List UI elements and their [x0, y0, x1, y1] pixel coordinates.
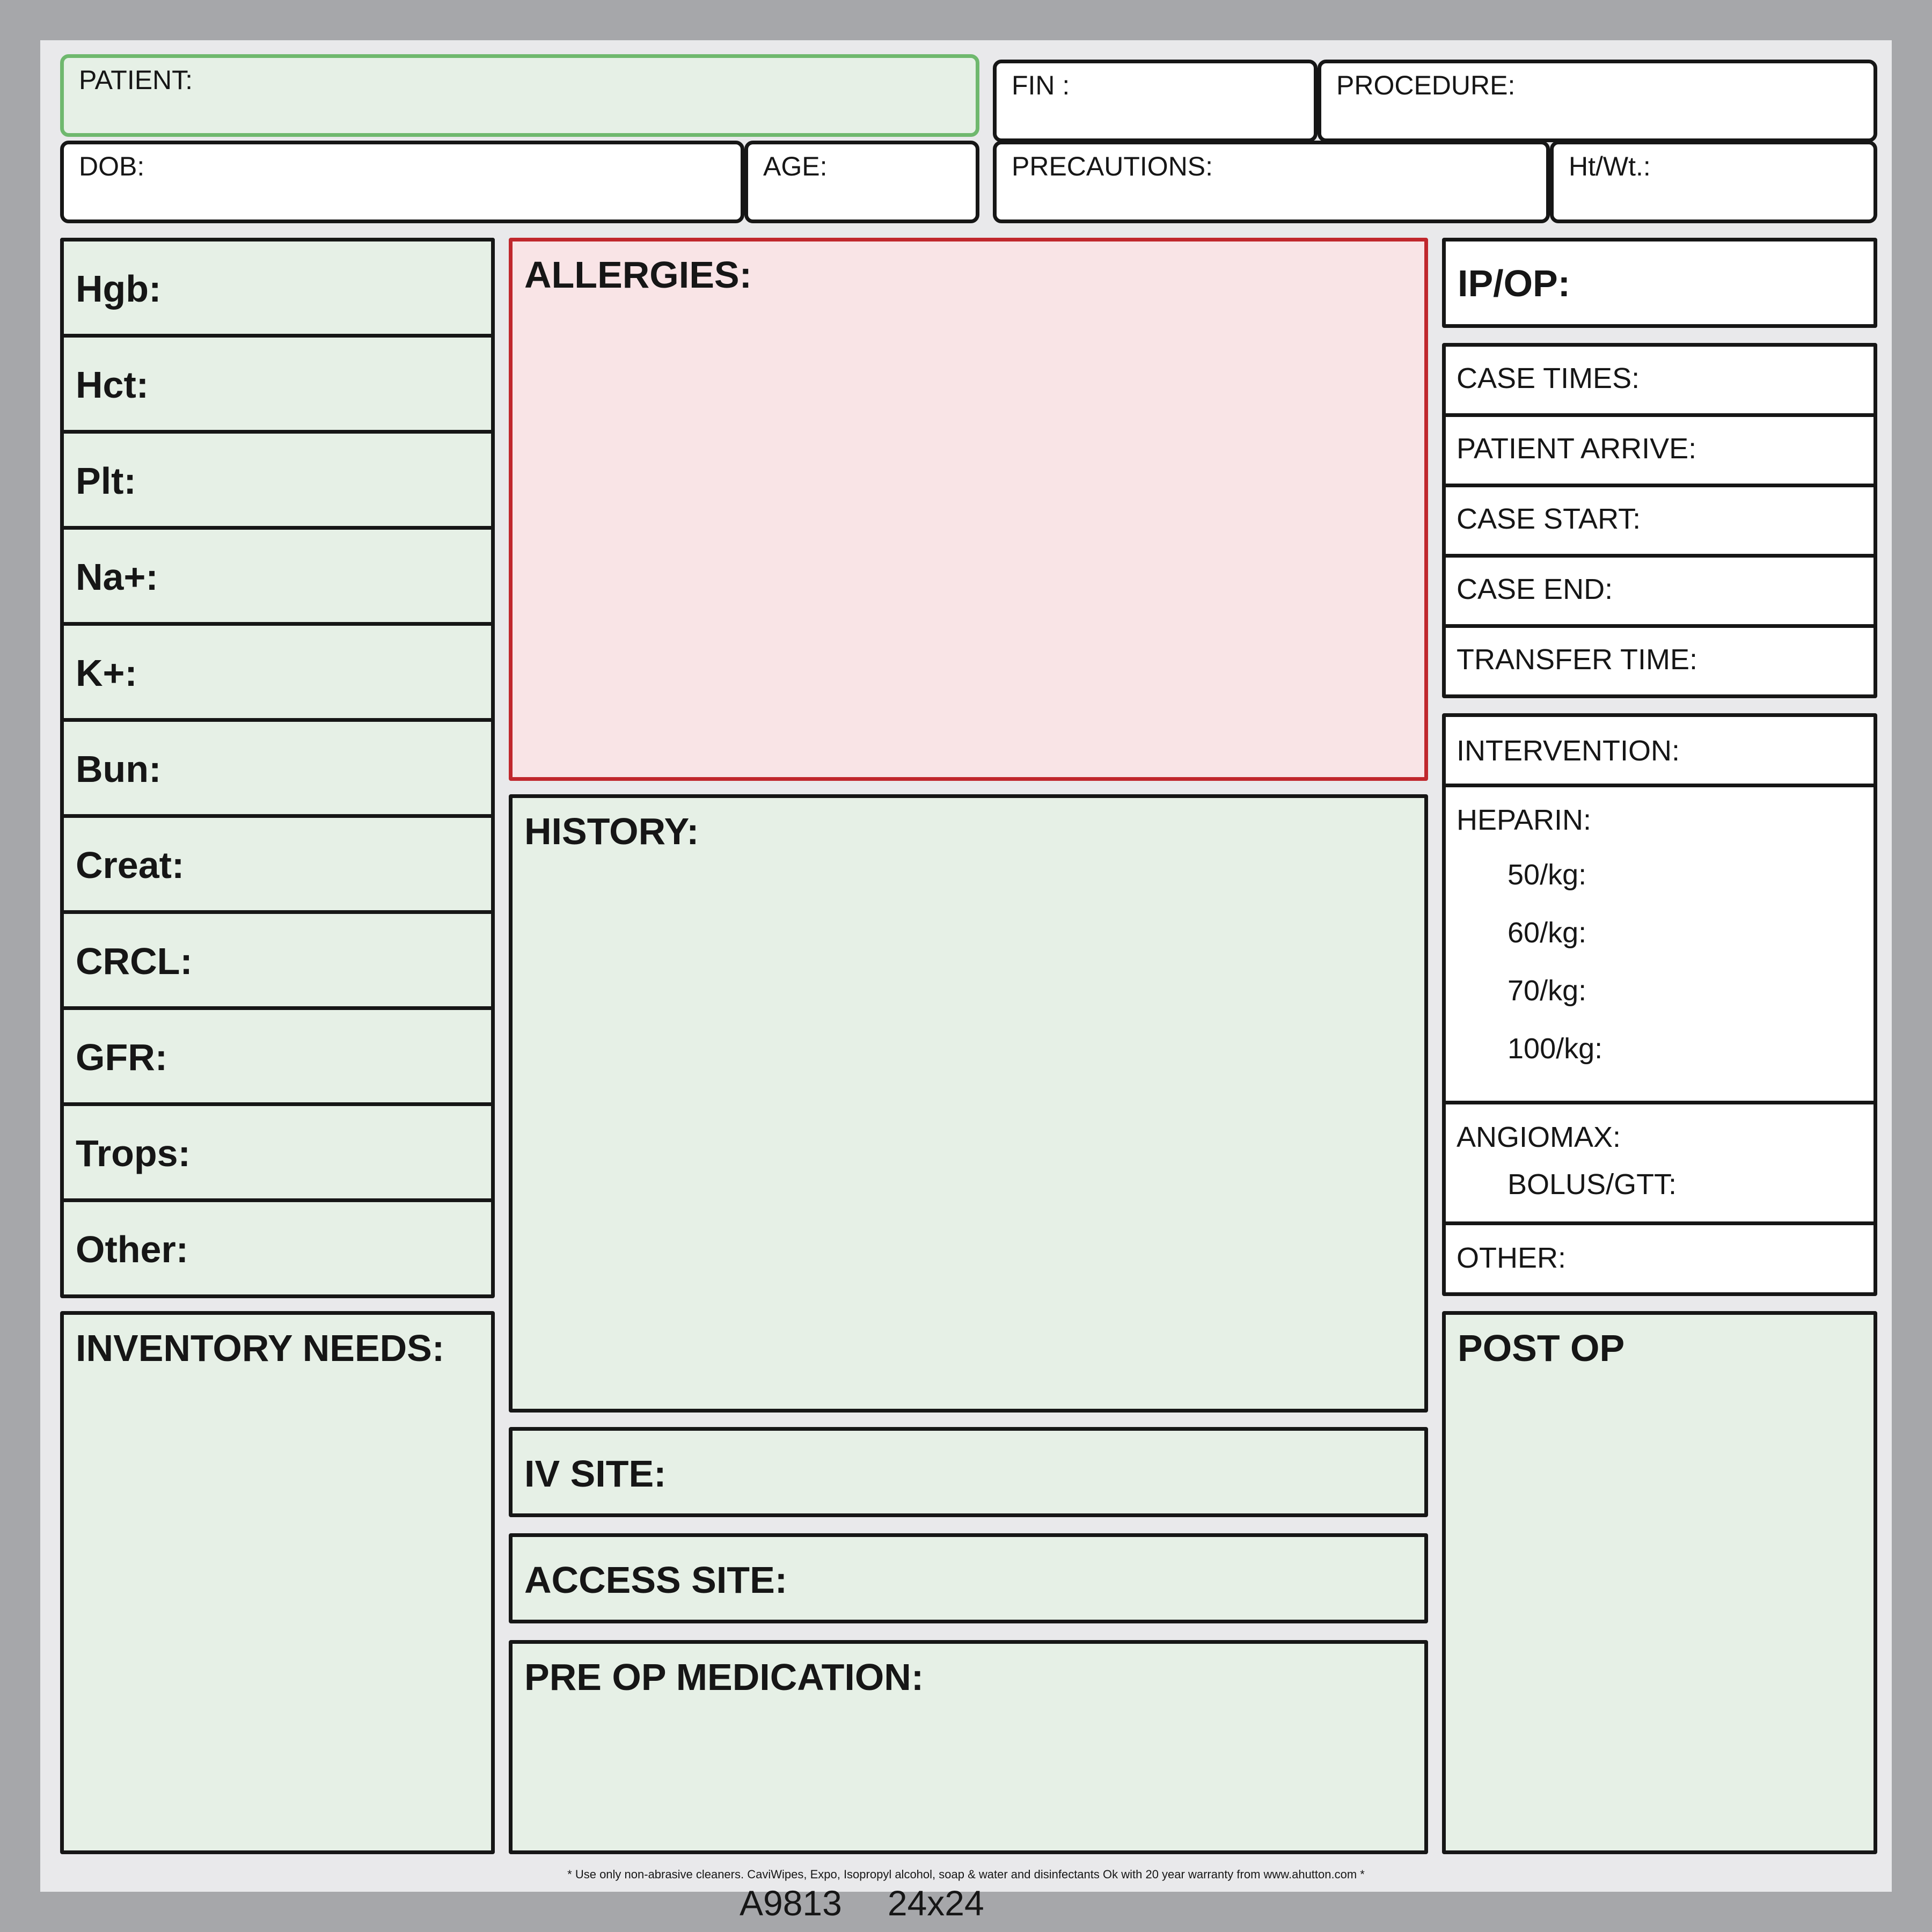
lab-label: CRCL: [76, 940, 193, 982]
angiomax-box[interactable] [1442, 1101, 1877, 1225]
intervention-label: INTERVENTION: [1457, 735, 1680, 767]
procedure-label: PROCEDURE: [1336, 70, 1516, 100]
lab-row[interactable] [60, 430, 495, 530]
access-site-box[interactable] [509, 1533, 1428, 1623]
lab-label: GFR: [76, 1036, 168, 1078]
lab-row[interactable] [60, 910, 495, 1010]
inventory-needs-label: INVENTORY NEEDS: [76, 1327, 445, 1369]
iv-site-box[interactable] [509, 1427, 1428, 1517]
other-row[interactable] [1442, 1221, 1877, 1296]
lab-label: Hgb: [76, 268, 162, 310]
lab-row[interactable] [60, 1102, 495, 1202]
ht-wt-field[interactable] [1550, 141, 1877, 223]
dob-field[interactable] [60, 141, 744, 223]
bolus-gtt-label: BOLUS/GTT: [1507, 1168, 1677, 1201]
case-end-label: CASE END: [1457, 573, 1613, 605]
lab-row[interactable] [60, 622, 495, 722]
precautions-label: PRECAUTIONS: [1012, 151, 1213, 181]
lab-row[interactable] [60, 1006, 495, 1106]
cleaning-footnote: * Use only non-abrasive cleaners. CaviWipes, Expo, Isopropyl alcohol, soap & water and disinfectants Ok with 20 year warranty from www.ahutton.com * [567, 1868, 1365, 1881]
transfer-time-row[interactable] [1442, 624, 1877, 698]
pre-op-medication-label: PRE OP MEDICATION: [524, 1656, 924, 1698]
lab-row[interactable] [60, 334, 495, 434]
procedure-field[interactable] [1318, 60, 1877, 142]
ht-wt-label: Ht/Wt.: [1569, 151, 1651, 181]
lab-label: Plt: [76, 460, 136, 502]
transfer-time-label: TRANSFER TIME: [1457, 643, 1698, 676]
allergies-label: ALLERGIES: [524, 254, 752, 296]
patient-field[interactable] [60, 54, 979, 137]
heparin-100-label: 100/kg: [1507, 1033, 1603, 1065]
lab-label: Na+: [76, 556, 158, 598]
case-times-label: CASE TIMES: [1457, 362, 1640, 394]
lab-label: K+: [76, 652, 137, 694]
patient-arrive-label: PATIENT ARRIVE: [1457, 433, 1697, 465]
other-label: OTHER: [1457, 1242, 1567, 1274]
lab-label: Hct: [76, 364, 149, 406]
lab-row[interactable] [60, 718, 495, 818]
heparin-50-label: 50/kg: [1507, 859, 1587, 891]
history-label: HISTORY: [524, 810, 699, 852]
lab-row[interactable] [60, 1198, 495, 1298]
angiomax-label: ANGIOMAX: [1457, 1121, 1621, 1153]
precautions-field[interactable] [993, 141, 1550, 223]
lab-row[interactable] [60, 814, 495, 914]
age-label: AGE: [763, 151, 828, 181]
patient-arrive-row[interactable] [1442, 413, 1877, 487]
intervention-row[interactable] [1442, 713, 1877, 787]
case-end-row[interactable] [1442, 554, 1877, 628]
allergies-box[interactable] [509, 238, 1428, 781]
dob-label: DOB: [79, 151, 145, 181]
case-start-label: CASE START: [1457, 503, 1641, 535]
access-site-label: ACCESS SITE: [524, 1559, 788, 1601]
whiteboard [40, 40, 1892, 1892]
lab-label: Bun: [76, 748, 162, 790]
lab-label: Other: [76, 1228, 188, 1270]
heparin-box[interactable] [1442, 784, 1877, 1104]
case-times-row[interactable] [1442, 343, 1877, 417]
case-start-row[interactable] [1442, 484, 1877, 558]
heparin-70-label: 70/kg: [1507, 975, 1587, 1007]
ip-op-label: IP/OP: [1458, 262, 1571, 304]
labs-panel [60, 238, 495, 1296]
age-field[interactable] [744, 141, 979, 223]
inventory-needs-box[interactable] [60, 1311, 495, 1854]
lab-row[interactable] [60, 526, 495, 626]
heparin-60-label: 60/kg: [1507, 917, 1587, 949]
heparin-label: HEPARIN: [1457, 804, 1592, 836]
product-code: A9813 24x24 [740, 1883, 984, 1923]
history-box[interactable] [509, 794, 1428, 1413]
lab-label: Creat: [76, 844, 185, 886]
lab-row[interactable] [60, 238, 495, 338]
ip-op-box[interactable] [1442, 238, 1877, 328]
post-op-label: POST OP [1458, 1327, 1625, 1369]
pre-op-medication-box[interactable] [509, 1640, 1428, 1854]
post-op-box[interactable] [1442, 1311, 1877, 1854]
patient-label: PATIENT: [79, 65, 193, 95]
fin-label: FIN : [1012, 70, 1070, 100]
iv-site-label: IV SITE: [524, 1453, 667, 1495]
lab-label: Trops: [76, 1132, 191, 1174]
fin-field[interactable] [993, 60, 1318, 142]
